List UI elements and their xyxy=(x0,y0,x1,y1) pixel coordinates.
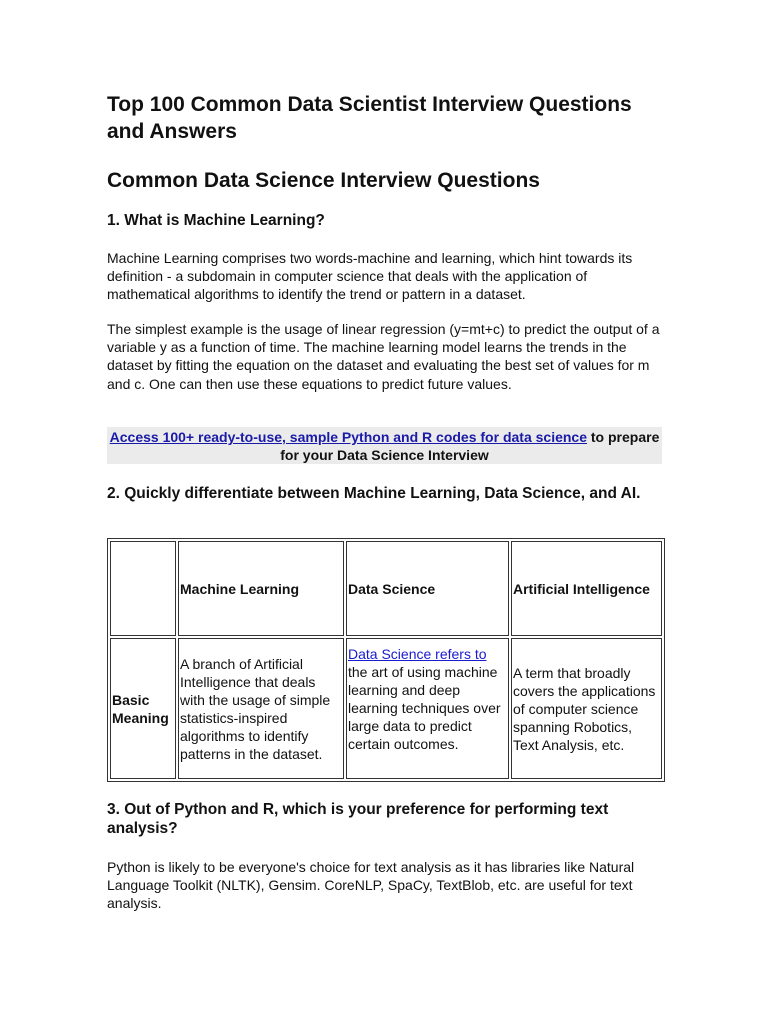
table-row-label: Basic Meaning xyxy=(110,638,176,779)
question-1-heading: 1. What is Machine Learning? xyxy=(107,212,325,229)
table-header-cell: Machine Learning xyxy=(178,541,344,636)
question-3-paragraph-1: Python is likely to be everyone's choice for text analysis as it has libraries like Natural Language Toolkit (NLTK), Gensim. CoreNLP, SpaCy, TextBlob, etc. are useful for text analysis. xyxy=(107,859,635,912)
data-science-text: the art of using machine learning and deep learning techniques over large data to predict certain outcomes. xyxy=(348,664,501,752)
code-samples-callout xyxy=(107,427,662,464)
question-1-paragraph-2: The simplest example is the usage of linear regression (y=mt+c) to predict the output of a variable y as a function of time. The machine learning model learns the trends in the dataset by fitting the equation on the dataset and evaluating the best set of values for m and c. One can then use these equations to predict future values. xyxy=(107,321,660,392)
question-1-paragraph-1: Machine Learning comprises two words-machine and learning, which hint towards its definition - a subdomain in computer science that deals with the application of mathematical algorithms to identify the trend or pattern in a dataset. xyxy=(107,250,633,303)
section-title: Common Data Science Interview Questions xyxy=(107,169,540,192)
table-header-cell: Data Science xyxy=(346,541,509,636)
table-header-cell xyxy=(110,541,176,636)
table-cell-machine-learning: A branch of Artificial Intelligence that deals with the usage of simple statistics-inspired algorithms to identify patterns in the dataset. xyxy=(178,638,344,779)
question-3-heading: 3. Out of Python and R, which is your preference for performing text analysis? xyxy=(107,801,609,837)
comparison-table xyxy=(107,538,665,782)
question-2-heading: 2. Quickly differentiate between Machine Learning, Data Science, and AI. xyxy=(107,485,641,502)
table-cell-artificial-intelligence: A term that broadly covers the applications of computer science spanning Robotics, Text Analysis, etc. xyxy=(511,638,662,779)
table-row xyxy=(110,638,662,779)
callout-suffix: to prepare for your Data Science Interview xyxy=(280,429,660,463)
document-title: Top 100 Common Data Scientist Interview Questions and Answers xyxy=(107,93,632,143)
code-samples-link[interactable]: Access 100+ ready-to-use, sample Python and R codes for data science xyxy=(109,429,587,445)
table-header-cell: Artificial Intelligence xyxy=(511,541,662,636)
data-science-link[interactable]: Data Science refers to xyxy=(348,646,487,662)
table-cell-data-science xyxy=(346,638,509,779)
table-header-row xyxy=(110,541,662,636)
